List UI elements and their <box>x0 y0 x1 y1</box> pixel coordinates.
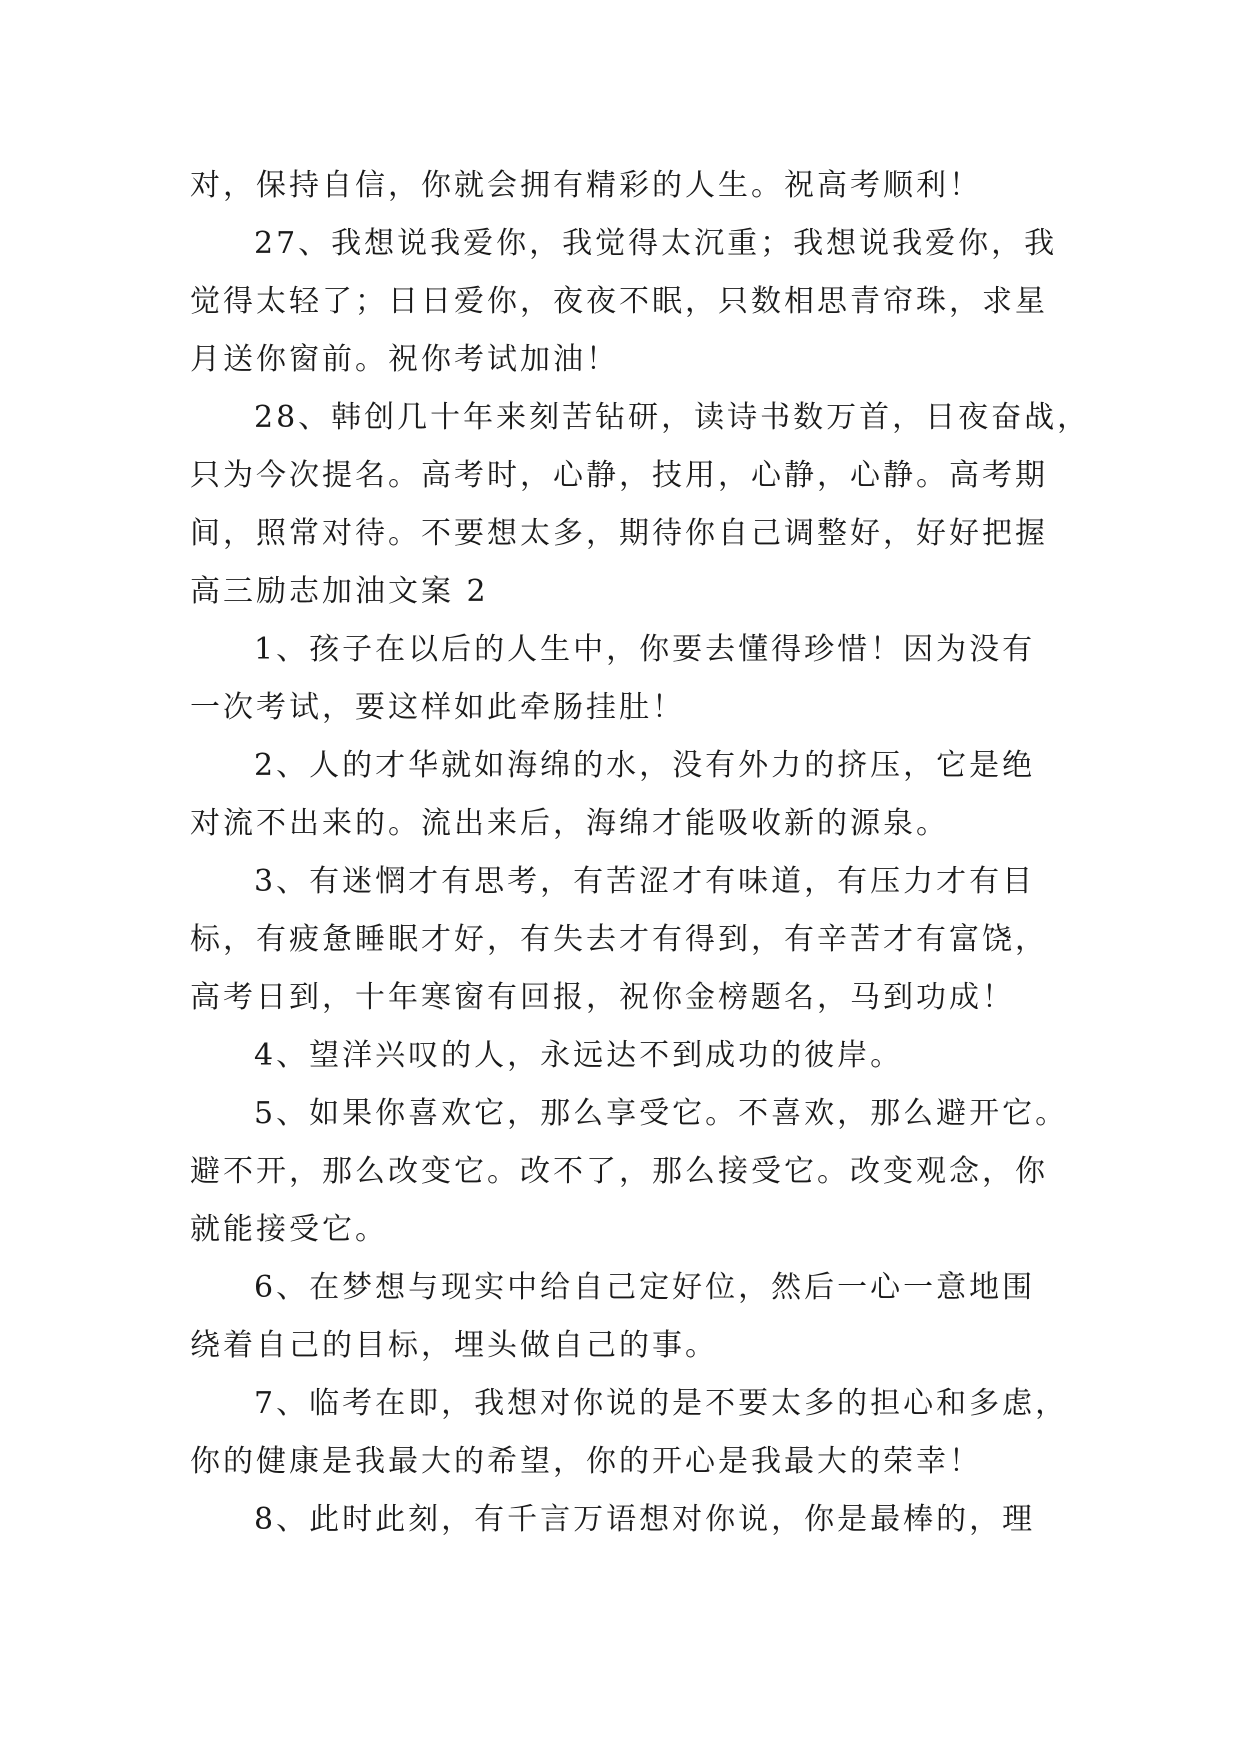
text-line: 就能接受它。 <box>190 1212 388 1247</box>
text-line: 标，有疲惫睡眠才好，有失去才有得到，有辛苦才有富饶， <box>190 922 1048 957</box>
text-line: 3、有迷惘才有思考，有苦涩才有味道，有压力才有目 <box>254 864 1036 899</box>
text-line: 间，照常对待。不要想太多，期待你自己调整好，好好把握 <box>190 516 1048 551</box>
text-line: 避不开，那么改变它。改不了，那么接受它。改变观念，你 <box>190 1154 1048 1189</box>
text-line: 27、我想说我爱你，我觉得太沉重；我想说我爱你，我 <box>254 226 1058 261</box>
text-line: 2、人的才华就如海绵的水，没有外力的挤压，它是绝 <box>254 748 1036 783</box>
text-line: 6、在梦想与现实中给自己定好位，然后一心一意地围 <box>254 1270 1036 1305</box>
text-line: 只为今次提名。高考时，心静，技用，心静，心静。高考期 <box>190 458 1048 493</box>
text-line: 8、此时此刻，有千言万语想对你说，你是最棒的，理 <box>254 1502 1036 1537</box>
text-line: 觉得太轻了；日日爱你，夜夜不眠，只数相思青帘珠，求星 <box>190 284 1048 319</box>
text-line: 对，保持自信，你就会拥有精彩的人生。祝高考顺利！ <box>190 168 982 203</box>
text-line: 一次考试，要这样如此牵肠挂肚！ <box>190 690 685 725</box>
text-line: 对流不出来的。流出来后，海绵才能吸收新的源泉。 <box>190 806 949 841</box>
text-line: 你的健康是我最大的希望，你的开心是我最大的荣幸！ <box>190 1444 982 1479</box>
text-line: 高考日到，十年寒窗有回报，祝你金榜题名，马到功成！ <box>190 980 1015 1015</box>
text-line: 28、韩创几十年来刻苦钻研，读诗书数万首，日夜奋战， <box>254 400 1091 435</box>
text-line: 7、临考在即，我想对你说的是不要太多的担心和多虑， <box>254 1386 1069 1421</box>
text-line: 4、望洋兴叹的人，永远达不到成功的彼岸。 <box>254 1038 904 1073</box>
text-line: 5、如果你喜欢它，那么享受它。不喜欢，那么避开它。 <box>254 1096 1069 1131</box>
section-heading: 高三励志加油文案 2 <box>190 574 489 609</box>
text-line: 1、孩子在以后的人生中，你要去懂得珍惜！因为没有 <box>254 632 1036 667</box>
text-line: 月送你窗前。祝你考试加油！ <box>190 342 619 377</box>
text-line: 绕着自己的目标，埋头做自己的事。 <box>190 1328 718 1363</box>
document-body <box>190 157 1091 1549</box>
